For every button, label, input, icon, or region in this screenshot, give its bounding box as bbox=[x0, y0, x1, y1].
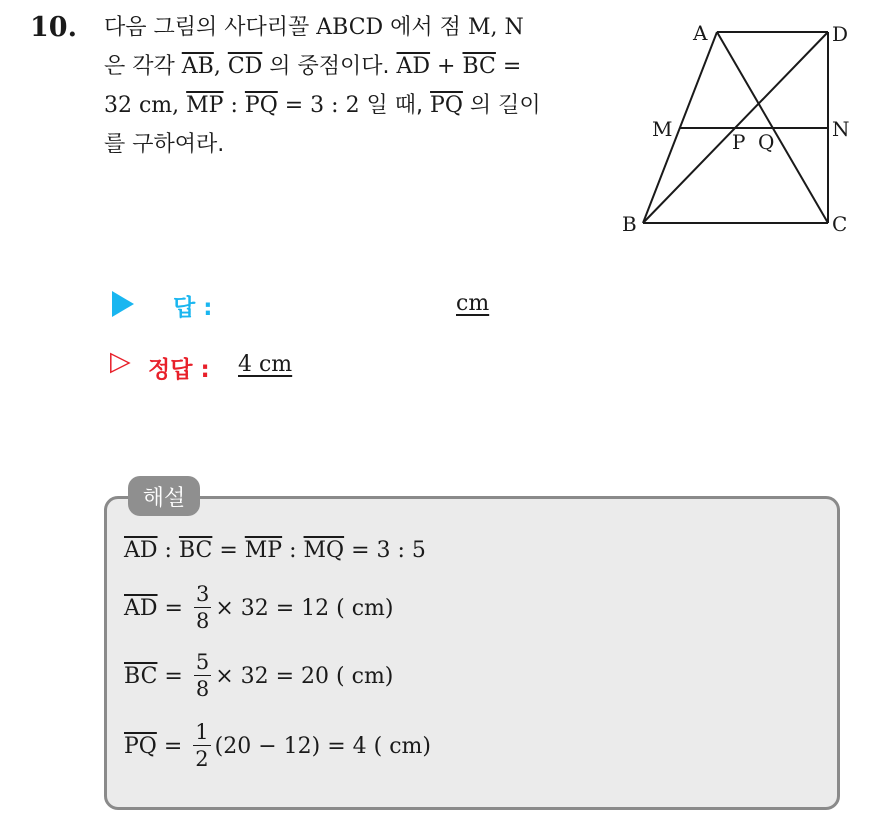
text-segment: 일 때, bbox=[359, 93, 431, 118]
text-segment: 의 길이 bbox=[462, 93, 541, 118]
question-number: 10. bbox=[30, 12, 77, 43]
explanation-line-4 bbox=[124, 722, 431, 770]
eq4-rest: (20 − 12) = 4 ( cm) bbox=[214, 733, 431, 759]
label-d: D bbox=[832, 22, 849, 46]
overlined-segment: $\overline{AD}$ bbox=[124, 538, 158, 563]
explanation-line-3 bbox=[124, 652, 393, 700]
label-p: P bbox=[732, 130, 746, 154]
correct-arrow-icon: ▷ bbox=[110, 346, 131, 377]
overlined-segment: $\overline{AD}$ bbox=[396, 54, 431, 79]
answer-unit[interactable]: cm bbox=[456, 291, 490, 316]
eq3-denominator: 8 bbox=[195, 677, 210, 701]
eq2-rest: × 32 = 12 ( cm) bbox=[215, 595, 394, 621]
explanation-line-1 bbox=[124, 538, 426, 563]
text-segment: 의 중점이다. bbox=[262, 54, 397, 79]
correct-value: 4 cm bbox=[238, 352, 293, 377]
math-segment: M, N bbox=[467, 15, 524, 40]
overlined-segment: $\overline{AB}$ bbox=[181, 54, 214, 79]
overlined-segment: $\overline{PQ}$ bbox=[244, 93, 278, 118]
answer-label: 답 : bbox=[173, 295, 213, 321]
label-c: C bbox=[832, 212, 848, 236]
question-line-1 bbox=[104, 17, 524, 39]
eq3-rest: × 32 = 20 ( cm) bbox=[215, 663, 394, 689]
label-m: M bbox=[652, 117, 673, 141]
eq2-equals: = bbox=[157, 595, 190, 621]
math-segment: 32 cm, bbox=[104, 93, 187, 118]
overlined-segment: $\overline{MP}$ bbox=[186, 93, 224, 118]
math-segment: = bbox=[212, 538, 245, 563]
label-q: Q bbox=[758, 130, 775, 154]
explanation-line-2 bbox=[124, 584, 394, 632]
overlined-segment: $\overline{BC}$ bbox=[462, 54, 496, 79]
eq4-fraction bbox=[193, 722, 210, 770]
math-segment: = 3 : 2 bbox=[277, 93, 360, 118]
text-segment: 은 각각 bbox=[104, 54, 182, 79]
eq4-denominator: 2 bbox=[195, 747, 209, 771]
answer-arrow-icon bbox=[112, 291, 134, 317]
eq3-lhs: $\overline{BC}$ bbox=[124, 663, 158, 689]
overlined-segment: $\overline{PQ}$ bbox=[430, 93, 463, 118]
overlined-segment: $\overline{CD}$ bbox=[227, 54, 263, 79]
text-segment: 를 구하여라. bbox=[104, 132, 225, 157]
overlined-segment: $\overline{MP}$ bbox=[244, 538, 283, 563]
eq2-numerator: 3 bbox=[195, 582, 210, 606]
text-segment: 다음 그림의 사다리꼴 bbox=[104, 15, 317, 40]
eq2-fraction bbox=[194, 584, 211, 632]
math-segment: , bbox=[213, 54, 228, 79]
math-segment: : bbox=[282, 538, 304, 563]
text-segment: 에서 점 bbox=[383, 15, 468, 40]
correct-label: 정답 : bbox=[148, 357, 210, 383]
overlined-segment: $\overline{BC}$ bbox=[178, 538, 213, 563]
eq3-fraction bbox=[194, 652, 211, 700]
math-segment: : bbox=[223, 93, 245, 118]
question-line-3 bbox=[104, 95, 541, 117]
math-segment: : bbox=[157, 538, 179, 563]
question-line-4 bbox=[104, 134, 224, 156]
eq3-numerator: 5 bbox=[195, 650, 210, 674]
eq3-equals: = bbox=[157, 663, 190, 689]
question-line-2 bbox=[104, 56, 521, 78]
math-segment: + bbox=[430, 54, 463, 79]
eq4-equals: = bbox=[156, 733, 190, 759]
eq2-denominator: 8 bbox=[195, 609, 210, 633]
eq4-lhs: $\overline{PQ}$ bbox=[124, 733, 157, 759]
overlined-segment: $\overline{MQ}$ bbox=[303, 538, 345, 563]
math-segment: = 3 : 5 bbox=[344, 538, 426, 563]
explanation-tag: 해설 bbox=[128, 476, 200, 516]
trapezoid-figure bbox=[610, 16, 860, 242]
math-segment: = bbox=[495, 54, 522, 79]
label-b: B bbox=[622, 212, 637, 236]
label-n: N bbox=[832, 117, 850, 141]
math-segment: ABCD bbox=[316, 15, 384, 40]
eq4-numerator: 1 bbox=[195, 720, 209, 744]
eq2-lhs: $\overline{AD}$ bbox=[124, 595, 158, 621]
label-a: A bbox=[693, 21, 708, 45]
